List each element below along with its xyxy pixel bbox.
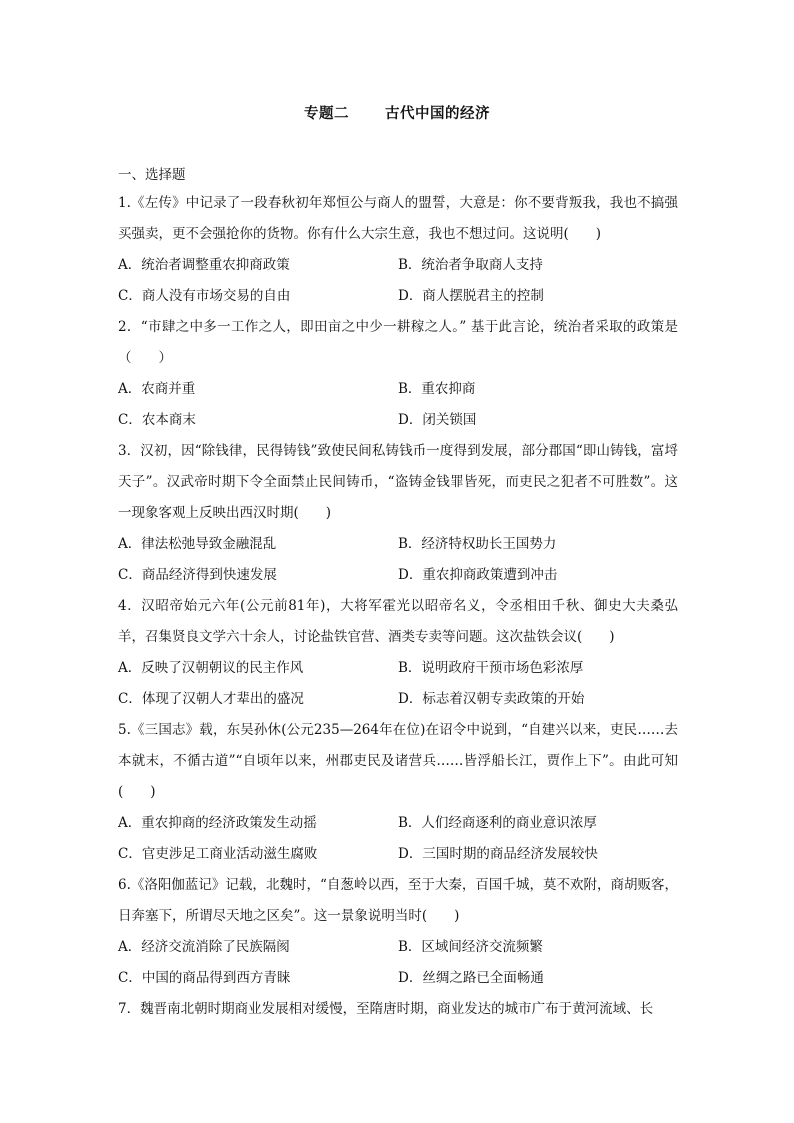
option-c: C．商人没有市场交易的自由 bbox=[118, 288, 291, 304]
question-7 bbox=[118, 994, 678, 1025]
option-c: C．中国的商品得到西方青睐 bbox=[118, 970, 291, 986]
option-d: D．重农抑商政策遭到冲击 bbox=[398, 567, 558, 583]
option-a: A．反映了汉朝朝议的民主作风 bbox=[118, 660, 304, 676]
option-b: B．说明政府干预市场色彩浓厚 bbox=[398, 660, 584, 676]
option-c: C．农本商末 bbox=[118, 412, 196, 428]
title-subject: 古代中国的经济 bbox=[385, 105, 490, 122]
title-topic: 专题二 bbox=[304, 105, 349, 122]
question-4 bbox=[118, 591, 678, 715]
option-a: A．农商并重 bbox=[118, 381, 196, 397]
question-text: 2．“市肆之中多一工作之人，即田亩之中少一耕稼之人。” 基于此言论，统治者采取的政策是（ ） bbox=[118, 319, 678, 366]
question-text: 5.《三国志》载，东吴孙休(公元235—264年在位)在诏令中说到，“自建兴以来，吏民……去本就末，不循古道”“自顷年以来，州郡吏民及诸营兵……皆浮船长江，贾作上下”。由此可知( ) bbox=[118, 722, 678, 800]
answer-options bbox=[118, 653, 678, 715]
option-c: C．官吏涉足工商业活动滋生腐败 bbox=[118, 846, 318, 862]
answer-options bbox=[118, 374, 678, 436]
answer-options bbox=[118, 250, 678, 312]
question-1 bbox=[118, 188, 678, 312]
question-text: 3．汉初，因“除钱律，民得铸钱”致使民间私铸钱币一度得到发展，部分郡国“即山铸钱，富埒天子”。汉武帝时期下令全面禁止民间铸币，“盗铸金钱罪皆死，而吏民之犯者不可胜数”。这一现象客观上反映出西汉时期( ) bbox=[118, 443, 678, 521]
option-c: C．商品经济得到快速发展 bbox=[118, 567, 277, 583]
answer-options bbox=[118, 808, 678, 870]
question-6 bbox=[118, 870, 678, 994]
answer-options bbox=[118, 529, 678, 591]
option-d: D．三国时期的商品经济发展较快 bbox=[398, 846, 598, 862]
question-text: 6.《洛阳伽蓝记》记载，北魏时，“自葱岭以西，至于大秦，百国千城，莫不欢附，商胡贩客，日奔塞下，所谓尽天地之区矣”。这一景象说明当时( ) bbox=[118, 877, 678, 924]
answer-options bbox=[118, 932, 678, 994]
option-b: B．人们经商逐利的商业意识浓厚 bbox=[398, 815, 597, 831]
option-a: A．统治者调整重农抑商政策 bbox=[118, 257, 290, 273]
option-a: A．重农抑商的经济政策发生动摇 bbox=[118, 815, 317, 831]
option-d: D．商人摆脱君主的控制 bbox=[398, 288, 544, 304]
page-title bbox=[0, 102, 794, 123]
question-3 bbox=[118, 436, 678, 591]
option-b: B．重农抑商 bbox=[398, 381, 476, 397]
option-d: D．丝绸之路已全面畅通 bbox=[398, 970, 544, 986]
option-b: B．统治者争取商人支持 bbox=[398, 257, 543, 273]
option-b: B．区域间经济交流频繁 bbox=[398, 939, 543, 955]
option-a: A．经济交流消除了民族隔阂 bbox=[118, 939, 290, 955]
question-5 bbox=[118, 715, 678, 870]
question-2 bbox=[118, 312, 678, 436]
option-d: D．闭关锁国 bbox=[398, 412, 477, 428]
question-list bbox=[118, 164, 678, 1025]
question-text: 7．魏晋南北朝时期商业发展相对缓慢，至隋唐时期，商业发达的城市广布于黄河流域、长 bbox=[118, 1001, 654, 1017]
option-b: B．经济特权助长王国势力 bbox=[398, 536, 557, 552]
question-text: 1.《左传》中记录了一段春秋初年郑恒公与商人的盟誓，大意是：你不要背叛我，我也不搞强买强卖，更不会强抢你的货物。你有什么大宗生意，我也不想过问。这说明( ) bbox=[118, 195, 678, 242]
section-heading: 一、选择题 bbox=[118, 167, 186, 183]
option-c: C．体现了汉朝人才辈出的盛况 bbox=[118, 691, 304, 707]
option-d: D．标志着汉朝专卖政策的开始 bbox=[398, 691, 585, 707]
question-text: 4．汉昭帝始元六年(公元前81年)，大将军霍光以昭帝名义，令丞相田千秋、御史大夫桑弘羊，召集贤良文学六十余人，讨论盐铁官营、酒类专卖等问题。这次盐铁会议( ) bbox=[118, 598, 678, 645]
option-a: A．律法松弛导致金融混乱 bbox=[118, 536, 277, 552]
